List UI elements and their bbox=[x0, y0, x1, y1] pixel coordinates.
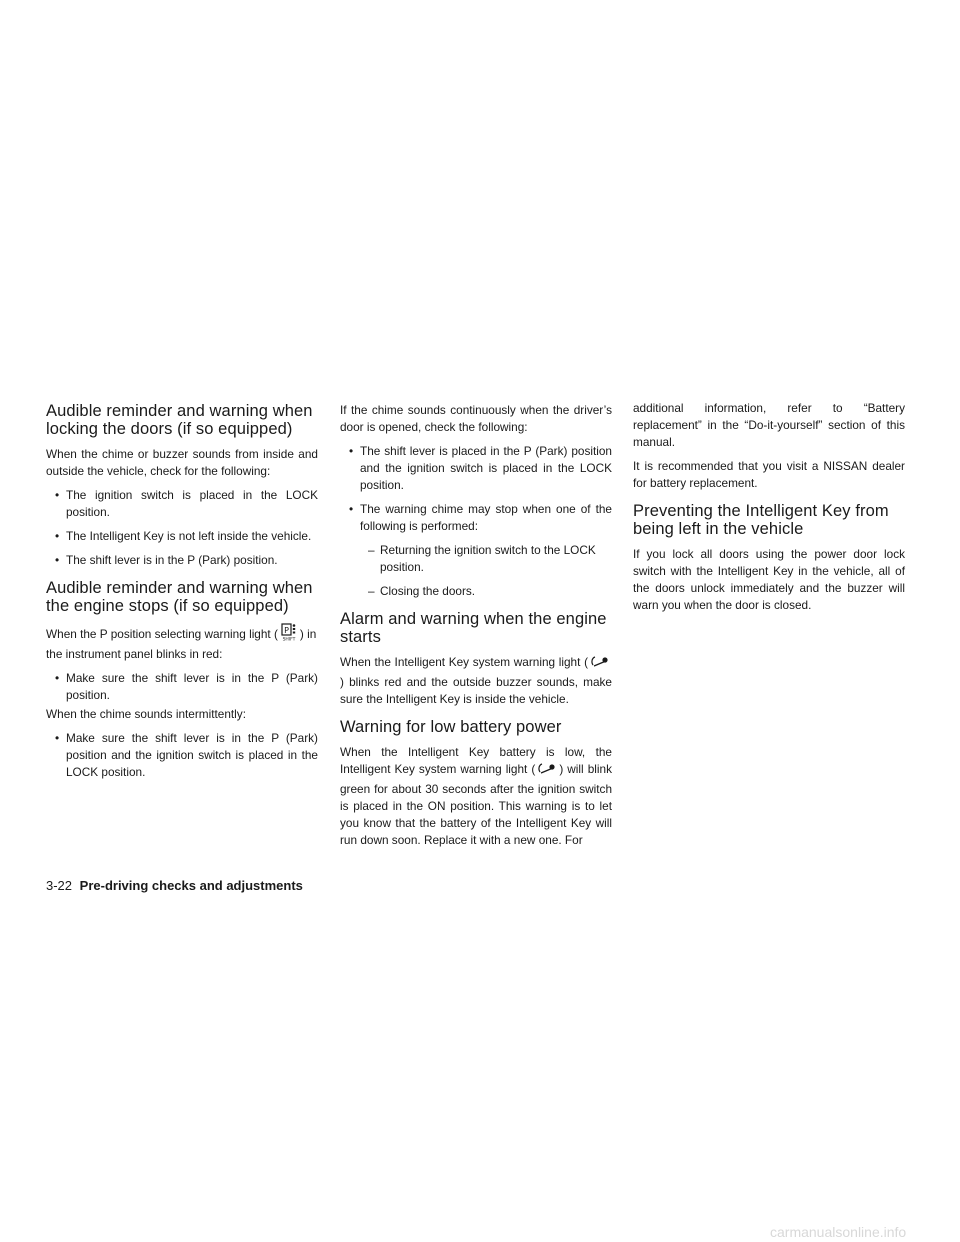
column-2 bbox=[340, 402, 612, 856]
key-warning-icon bbox=[537, 762, 557, 781]
watermark: carmanualsonline.info bbox=[770, 1224, 907, 1240]
page-number: 3-22 bbox=[46, 878, 73, 893]
paragraph: additional information, refer to “Battery replacement” in the “Do-it-yourself” section of this manual. bbox=[633, 401, 905, 449]
list-item: • Make sure the shift lever is in the P (Park) position and the ignition switch is placed in the LOCK position. bbox=[46, 730, 318, 781]
sub-list-item: – Closing the doors. bbox=[340, 583, 612, 600]
list-item: • The Intelligent Key is not left inside the vehicle. bbox=[46, 528, 318, 545]
list-item: • The ignition switch is placed in the LOCK position. bbox=[46, 487, 318, 521]
text: When the Intelligent Key system warning light ( bbox=[340, 655, 588, 669]
sub-list-item: – Returning the ignition switch to the LOCK position. bbox=[340, 542, 612, 576]
column-3 bbox=[633, 400, 905, 621]
text: ) in the instrument panel blinks in red: bbox=[46, 627, 317, 661]
chapter-title: Pre-driving checks and adjustments bbox=[79, 878, 303, 893]
shift-p-warning-icon bbox=[280, 623, 298, 646]
list-item: • The shift lever is in the P (Park) position. bbox=[46, 552, 318, 569]
list-item: • The shift lever is placed in the P (Park) position and the ignition switch is placed in the LOCK position. bbox=[340, 443, 612, 494]
paragraph: If you lock all doors using the power door lock switch with the Intelligent Key in the vehicle, all of the doors unlock immediately and the buzzer will warn you when the door is closed. bbox=[633, 547, 905, 612]
key-warning-icon bbox=[590, 655, 610, 674]
text: ) will blink green for about 30 seconds after the ignition switch is placed in the ON position. This warning is to let you know that the battery of the Intelligent Key will run down soon. Replace it with a new one. For bbox=[340, 762, 612, 847]
paragraph: If the chime sounds continuously when the driver’s door is opened, check the following: bbox=[340, 403, 612, 434]
paragraph bbox=[46, 623, 318, 663]
text: When the P position selecting warning light ( bbox=[46, 627, 278, 641]
heading-low-battery: Warning for low battery power bbox=[340, 718, 562, 736]
heading-prevent-key-left: Preventing the Intelligent Key from being left in the vehicle bbox=[633, 502, 889, 538]
text: ) blinks red and the outside buzzer sounds, make sure the Intelligent Key is inside the vehicle. bbox=[340, 675, 612, 706]
paragraph bbox=[340, 654, 612, 708]
list-item: • Make sure the shift lever is in the P (Park) position. bbox=[46, 670, 318, 704]
paragraph: When the chime sounds intermittently: bbox=[46, 707, 246, 721]
shift-icon-label: SHIFT bbox=[282, 637, 296, 641]
heading-engine-stop-reminder: Audible reminder and warning when the engine stops (if so equipped) bbox=[46, 579, 313, 615]
paragraph: When the chime or buzzer sounds from inside and outside the vehicle, check for the following: bbox=[46, 447, 318, 478]
svg-text:P: P bbox=[284, 626, 289, 635]
heading-door-lock-reminder: Audible reminder and warning when locking the doors (if so equipped) bbox=[46, 402, 313, 438]
text: When the Intelligent Key battery is low, the Intelligent Key system warning light ( bbox=[340, 745, 612, 776]
page-footer bbox=[46, 878, 303, 893]
paragraph bbox=[340, 744, 612, 849]
column-1 bbox=[46, 402, 318, 788]
paragraph: It is recommended that you visit a NISSAN dealer for battery replacement. bbox=[633, 459, 905, 490]
heading-engine-start-alarm: Alarm and warning when the engine starts bbox=[340, 610, 607, 646]
list-item: • The warning chime may stop when one of the following is performed: bbox=[340, 501, 612, 535]
